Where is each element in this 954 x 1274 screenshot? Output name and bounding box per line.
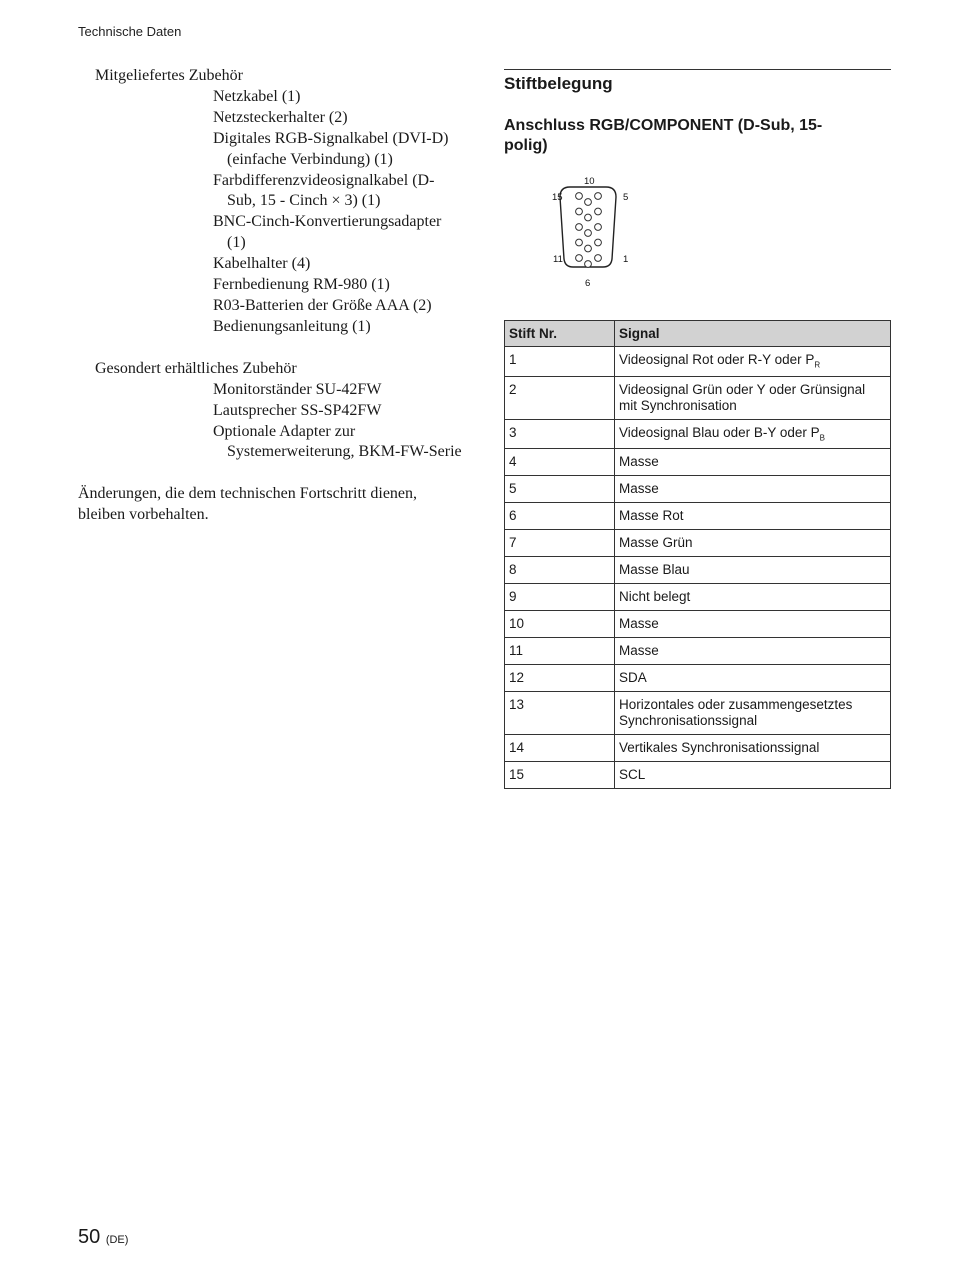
signal-text: Videosignal Grün oder Y oder Grünsignal mit Synchronisation <box>615 376 891 419</box>
pin-number: 13 <box>505 692 615 735</box>
signal-subscript: B <box>819 433 825 443</box>
pin-label-bottom: 6 <box>585 278 591 289</box>
section-rule <box>504 69 891 70</box>
table-row <box>505 584 891 611</box>
signal-cell <box>615 419 891 449</box>
pin-assignment-section <box>504 69 891 299</box>
pin-number: 5 <box>505 476 615 503</box>
pin-label-bottom-left: 11 <box>553 254 563 265</box>
table-row <box>505 347 891 377</box>
signal-text: Vertikales Synchronisationssignal <box>615 735 891 762</box>
pin-assignment-table <box>504 320 891 789</box>
table-row <box>505 503 891 530</box>
page-number <box>78 1226 128 1249</box>
table-row <box>505 419 891 449</box>
table-row <box>505 530 891 557</box>
table-row <box>505 638 891 665</box>
pin-number: 8 <box>505 557 615 584</box>
signal-subscript: R <box>814 360 821 370</box>
list-item: Lautsprecher SS-SP42FW <box>213 401 382 419</box>
signal-text: Masse <box>615 611 891 638</box>
pin-number: 14 <box>505 735 615 762</box>
list-item: R03-Batterien der Größe AAA (2) <box>213 296 432 314</box>
pin-number: 1 <box>505 347 615 377</box>
signal-text: Masse Grün <box>615 530 891 557</box>
signal-text: Masse <box>615 476 891 503</box>
list-item: Netzkabel (1) <box>213 87 301 105</box>
table-row <box>505 476 891 503</box>
table-row <box>505 665 891 692</box>
section-title: Stiftbelegung <box>504 74 613 93</box>
running-head: Technische Daten <box>78 24 182 39</box>
table-row <box>505 449 891 476</box>
signal-cell <box>615 347 891 377</box>
supplied-accessories-list <box>78 87 463 338</box>
pin-label-bottom-right: 1 <box>623 254 629 265</box>
pin-number: 15 <box>505 762 615 789</box>
signal-text: Masse Rot <box>615 503 891 530</box>
pin-label-right: 5 <box>623 192 629 203</box>
list-item: Fernbedienung RM-980 (1) <box>213 276 390 294</box>
accessories-column <box>78 66 463 526</box>
list-item: Kabelhalter (4) <box>213 255 311 273</box>
pin-label-left: 15 <box>552 192 563 203</box>
pin-number: 7 <box>505 530 615 557</box>
list-item: Netzsteckerhalter (2) <box>213 108 348 126</box>
table-row <box>505 557 891 584</box>
pin-number: 3 <box>505 419 615 449</box>
list-item: Farbdifferenzvideosignalkabel (D-Sub, 15 - Cinch × 3) (1) <box>213 171 435 210</box>
signal-text: Videosignal Rot oder R-Y oder P <box>619 352 815 367</box>
list-item: Bedienungsanleitung (1) <box>213 317 371 335</box>
signal-text: Horizontales oder zusammengesetztes Synchronisationssignal <box>615 692 891 735</box>
signal-text: Masse <box>615 638 891 665</box>
pin-number: 2 <box>505 376 615 419</box>
pin-number: 4 <box>505 449 615 476</box>
change-notice: Änderungen, die dem technischen Fortschritt dienen, bleiben vorbehalten. <box>78 485 418 524</box>
column-header-pin: Stift Nr. <box>505 321 615 347</box>
pin-number: 10 <box>505 611 615 638</box>
table-row <box>505 376 891 419</box>
signal-text: Nicht belegt <box>615 584 891 611</box>
table-row <box>505 762 891 789</box>
signal-text: SDA <box>615 665 891 692</box>
signal-text: SCL <box>615 762 891 789</box>
pin-label-top: 10 <box>584 176 595 187</box>
optional-accessories <box>78 359 463 464</box>
table-row <box>505 735 891 762</box>
pin-number: 11 <box>505 638 615 665</box>
list-item: Optionale Adapter zur Systemerweiterung, BKM-FW-Serie <box>213 422 462 461</box>
signal-text: Masse Blau <box>615 557 891 584</box>
language-suffix: (DE) <box>105 1234 129 1246</box>
signal-text: Masse <box>615 449 891 476</box>
table-row <box>505 611 891 638</box>
connector-title: Anschluss RGB/COMPONENT (D-Sub, 15-polig) <box>504 117 823 154</box>
pin-number: 9 <box>505 584 615 611</box>
table-header-row <box>505 321 891 347</box>
dsub-connector-diagram <box>548 174 638 294</box>
supplied-accessories <box>78 66 463 338</box>
pin-number: 12 <box>505 665 615 692</box>
supplied-accessories-title: Mitgeliefertes Zubehör <box>95 67 243 84</box>
optional-accessories-list <box>78 380 463 464</box>
signal-text: Videosignal Blau oder B-Y oder P <box>619 424 820 440</box>
pin-number: 6 <box>505 503 615 530</box>
optional-accessories-title: Gesondert erhältliches Zubehör <box>95 359 297 377</box>
list-item: Digitales RGB-Signalkabel (DVI-D) (einfache Verbindung) (1) <box>213 129 449 168</box>
page-number-value: 50 <box>78 1226 101 1248</box>
list-item: BNC-Cinch-Konvertierungsadapter (1) <box>213 213 442 252</box>
list-item: Monitorständer SU-42FW <box>213 380 382 398</box>
table-row <box>505 692 891 735</box>
column-header-signal: Signal <box>615 321 891 347</box>
